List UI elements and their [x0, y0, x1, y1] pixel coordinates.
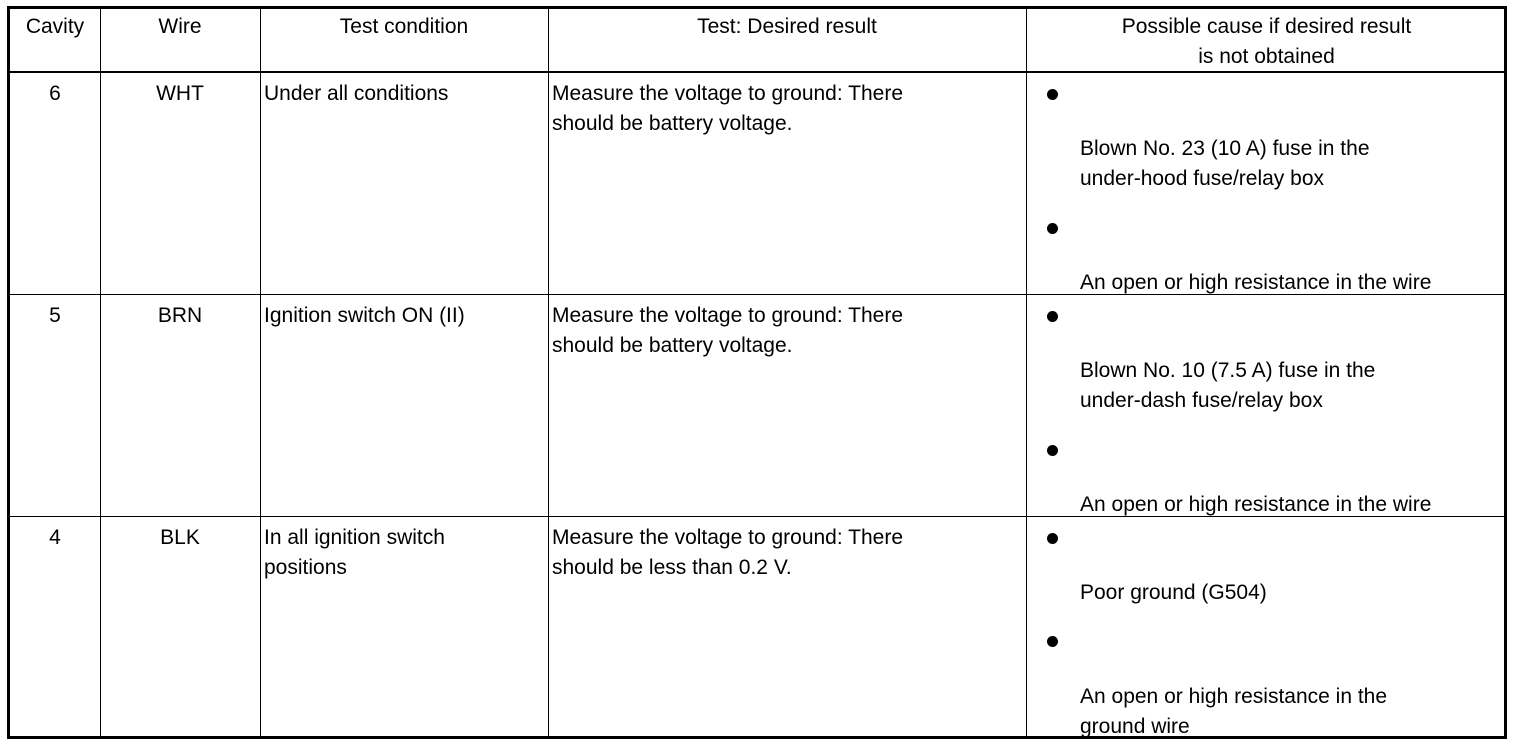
cell-text-line: Measure the voltage to ground: There — [552, 526, 904, 549]
cell-cause-item — [1080, 490, 1431, 520]
column-divider — [100, 9, 101, 736]
cell-text-line: Ignition switch ON (II) — [264, 304, 465, 327]
header-cavity: Cavity — [25, 15, 85, 38]
column-divider — [1026, 9, 1027, 736]
cell-cavity: 4 — [49, 526, 61, 549]
cell-wire: WHT — [156, 82, 204, 105]
cell-text-line: should be battery voltage. — [552, 334, 793, 357]
cell-test-condition — [264, 301, 465, 331]
cell-text-line: Poor ground (G504) — [1080, 581, 1267, 604]
bullet-icon — [1047, 445, 1058, 456]
cell-text-line: Measure the voltage to ground: There — [552, 304, 904, 327]
bullet-icon — [1047, 89, 1058, 100]
cell-wire: BRN — [157, 304, 203, 327]
cell-text-line: should be battery voltage. — [552, 112, 793, 135]
cell-text-line: Blown No. 10 (7.5 A) fuse in the — [1080, 359, 1376, 382]
bullet-icon — [1047, 223, 1058, 234]
cell-text-line: ground wire — [1080, 715, 1190, 738]
diagnostic-table — [7, 6, 1507, 739]
cell-text-line: In all ignition switch — [264, 526, 445, 549]
header-possible-cause-line: is not obtained — [1198, 45, 1335, 68]
cell-test-condition — [264, 523, 445, 583]
cell-text-line: Measure the voltage to ground: There — [552, 82, 904, 105]
header-test-condition: Test condition — [339, 15, 469, 38]
bullet-icon — [1047, 533, 1058, 544]
cell-cause-item — [1080, 682, 1387, 742]
cell-cause-item — [1080, 134, 1370, 194]
cell-cause-item — [1080, 578, 1267, 608]
cell-text-line: under-hood fuse/relay box — [1080, 167, 1324, 190]
header-possible-cause-line: Possible cause if desired result — [1121, 15, 1412, 38]
cell-cavity: 6 — [49, 82, 61, 105]
cell-test-condition — [264, 79, 448, 109]
cell-cause-item — [1080, 268, 1431, 298]
cell-text-line: should be less than 0.2 V. — [552, 556, 792, 579]
column-divider — [260, 9, 261, 736]
cell-wire: BLK — [160, 526, 200, 549]
cell-cavity: 5 — [49, 304, 61, 327]
cell-desired-result — [552, 79, 903, 139]
cell-desired-result — [552, 301, 903, 361]
cell-text-line: An open or high resistance in the — [1080, 685, 1388, 708]
column-divider — [548, 9, 549, 736]
header-wire: Wire — [158, 15, 202, 38]
cell-text-line: An open or high resistance in the wire — [1080, 271, 1432, 294]
cell-text-line: Blown No. 23 (10 A) fuse in the — [1080, 137, 1370, 160]
cell-text-line: positions — [264, 556, 347, 579]
cell-desired-result — [552, 523, 903, 583]
bullet-icon — [1047, 636, 1058, 647]
cell-text-line: under-dash fuse/relay box — [1080, 389, 1323, 412]
cell-text-line: An open or high resistance in the wire — [1080, 493, 1432, 516]
bullet-icon — [1047, 311, 1058, 322]
cell-text-line: Under all conditions — [264, 82, 449, 105]
header-desired-result: Test: Desired result — [697, 15, 877, 38]
cell-cause-item — [1080, 356, 1375, 416]
header-possible-cause — [1026, 12, 1507, 72]
